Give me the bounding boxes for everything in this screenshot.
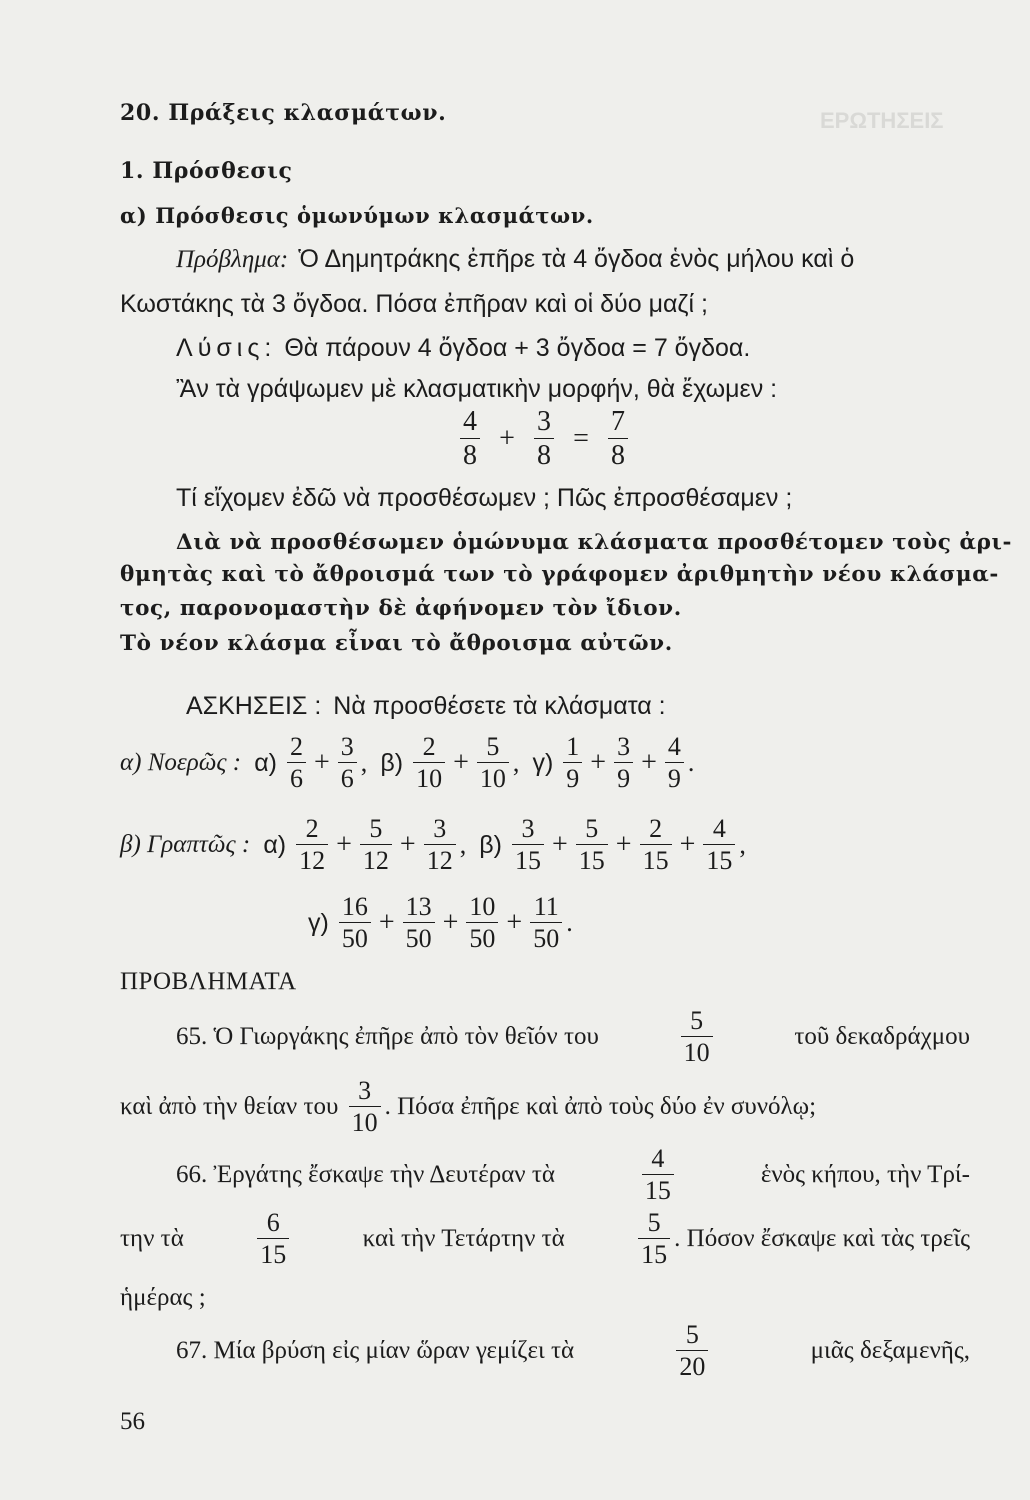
mental-exercise-b-fraction: $\frac{5}{10}$ bbox=[477, 734, 509, 792]
mental-exercise-c-plus: + bbox=[590, 747, 607, 778]
page-number: 56 bbox=[120, 1408, 145, 1435]
fraction-c: $\frac{7}{8}$ bbox=[608, 408, 628, 470]
mental-exercise-b-punctuation: , bbox=[512, 748, 520, 777]
problem-line-1 bbox=[120, 245, 970, 274]
exercises-instruction: Νὰ προσθέσετε τὰ κλάσματα : bbox=[333, 692, 666, 720]
problem-67-text-1: 67. Μία βρύση εἰς μίαν ὥραν γεμίζει τὰ bbox=[176, 1337, 575, 1364]
written-exercise-c-plus: + bbox=[442, 907, 459, 938]
problem-65-line-2 bbox=[120, 1078, 970, 1136]
written-exercise-b-plus: + bbox=[615, 829, 632, 860]
mental-exercise-a-plus: + bbox=[313, 747, 330, 778]
solution-question: Τί εἴχομεν ἐδῶ νὰ προσθέσωμεν ; Πῶς ἐπροσθέσαμεν ; bbox=[176, 484, 793, 512]
written-exercise-a-fraction: $\frac{3}{12}$ bbox=[424, 816, 456, 874]
written-exercise-b-fraction: $\frac{5}{15}$ bbox=[576, 816, 608, 874]
section-title: 20. Πράξεις κλασμάτων. bbox=[120, 100, 447, 126]
written-exercise-c-label: γ) bbox=[308, 908, 329, 937]
solution-line-2: Ἂν τὰ γράψωμεν μὲ κλασματικὴν μορφήν, θὰ ἔχωμεν : bbox=[176, 375, 778, 403]
written-exercise-a-fraction: $\frac{5}{12}$ bbox=[360, 816, 392, 874]
equals-sign: = bbox=[573, 423, 589, 454]
written-exercise-b-fraction: $\frac{4}{15}$ bbox=[703, 816, 735, 874]
mental-exercise-c bbox=[532, 732, 702, 793]
written-exercise-c-punctuation: . bbox=[566, 908, 573, 937]
written-exercise-b-fraction: $\frac{2}{15}$ bbox=[640, 816, 672, 874]
problem-66-fraction-3: $\frac{5}{15}$ bbox=[638, 1210, 670, 1268]
written-exercise-a-plus: + bbox=[336, 829, 352, 860]
problem-66-fraction-1: $\frac{4}{15}$ bbox=[642, 1146, 674, 1204]
problem-65-text-3: καὶ ἀπὸ τὴν θείαν του bbox=[120, 1093, 339, 1120]
written-exercise-c-fraction: $\frac{10}{50}$ bbox=[466, 894, 498, 952]
fraction-equation bbox=[450, 408, 1030, 470]
problem-67-line-1 bbox=[176, 1322, 970, 1380]
problem-66-text-1: 66. Ἐργάτης ἔσκαψε τὴν Δευτέραν τὰ bbox=[176, 1161, 556, 1188]
solution-line bbox=[120, 334, 970, 363]
problem-66-text-5: . Πόσον ἔσκαψε καὶ τὰς τρεῖς bbox=[674, 1225, 970, 1252]
written-exercise-c-fraction: $\frac{16}{50}$ bbox=[339, 894, 371, 952]
mental-exercise-b bbox=[380, 732, 527, 793]
fraction-b: $\frac{3}{8}$ bbox=[534, 408, 554, 470]
rule-line-3: τος, παρονομαστὴν δὲ ἀφήνομεν τὸν ἴδιον. bbox=[120, 596, 682, 621]
mental-exercise-a-punctuation: , bbox=[360, 748, 368, 777]
written-exercise-a-fraction: $\frac{2}{12}$ bbox=[296, 816, 328, 874]
rule-line-2: θμητὰς καὶ τὸ ἄθροισμά των τὸ γράφομεν ἀριθμητὴν νέου κλάσμα- bbox=[120, 562, 999, 587]
mental-exercise-c-fraction: $\frac{3}{9}$ bbox=[614, 734, 633, 792]
problem-65-text-1: 65. Ὁ Γιωργάκης ἐπῆρε ἀπὸ τὸν θεῖόν του bbox=[176, 1023, 599, 1050]
problem-label: Πρόβλημα: bbox=[176, 246, 289, 273]
mental-exercise-c-punctuation: . bbox=[687, 748, 695, 777]
problem-65-fraction-2: $\frac{3}{10}$ bbox=[349, 1078, 381, 1136]
mental-exercise-b-fraction: $\frac{2}{10}$ bbox=[413, 734, 445, 792]
problem-65-text-2: τοῦ δεκαδράχμου bbox=[794, 1023, 970, 1050]
written-label: β) Γραπτῶς : bbox=[120, 831, 251, 858]
mental-exercise-c-fraction: $\frac{1}{9}$ bbox=[563, 734, 582, 792]
fraction-a: $\frac{4}{8}$ bbox=[460, 408, 480, 470]
mental-exercise-c-plus: + bbox=[641, 747, 657, 778]
written-exercise-b-plus: + bbox=[552, 829, 568, 860]
written-exercise-c bbox=[308, 892, 581, 953]
written-exercise-a-punctuation: , bbox=[459, 830, 467, 859]
written-exercise-c-fraction: $\frac{11}{50}$ bbox=[530, 894, 562, 952]
solution-label: Λύσις: bbox=[176, 334, 277, 362]
written-exercise-a-label: α) bbox=[263, 830, 287, 859]
problem-line-2: Κωστάκης τὰ 3 ὄγδοα. Πόσα ἐπῆραν καὶ οἱ δύο μαζί ; bbox=[120, 290, 708, 318]
written-exercise-c-fraction: $\frac{13}{50}$ bbox=[403, 894, 435, 952]
plus-sign: + bbox=[499, 423, 515, 454]
problem-66-text-3: την τὰ bbox=[120, 1225, 184, 1252]
written-exercise-b-plus: + bbox=[679, 829, 696, 860]
mental-exercise-a-fraction: $\frac{3}{6}$ bbox=[338, 734, 357, 792]
written-exercise-c-plus: + bbox=[506, 907, 523, 938]
written-exercise-b-label: β) bbox=[479, 830, 502, 859]
written-exercise-b bbox=[479, 814, 754, 875]
subsection-title: 1. Πρόσθεσις bbox=[120, 158, 293, 184]
rule-line-4: Τὸ νέον κλάσμα εἶναι τὸ ἄθροισμα αὐτῶν. bbox=[120, 631, 673, 656]
problem-66-text-4: καὶ τὴν Τετάρτην τὰ bbox=[362, 1225, 565, 1252]
problem-66-line-3: ἡμέρας ; bbox=[120, 1284, 206, 1311]
written-exercise-c-plus: + bbox=[378, 907, 395, 938]
mental-label: α) Νοερῶς : bbox=[120, 749, 242, 776]
mental-exercise-c-label: γ) bbox=[532, 748, 554, 777]
written-exercise-b-fraction: $\frac{3}{15}$ bbox=[512, 816, 544, 874]
written-exercises bbox=[120, 816, 970, 874]
problem-text-1: Ὁ Δημητράκης ἐπῆρε τὰ 4 ὄγδοα ἑνὸς μήλου καὶ ὁ bbox=[298, 245, 855, 273]
mental-exercise-a-label: α) bbox=[254, 748, 277, 777]
written-exercise-a-plus: + bbox=[399, 829, 416, 860]
mental-exercise-b-label: β) bbox=[380, 748, 404, 777]
mental-exercise-a-fraction: $\frac{2}{6}$ bbox=[287, 734, 306, 792]
problem-67-fraction-1: $\frac{5}{20}$ bbox=[676, 1322, 708, 1380]
problem-66-line-2 bbox=[120, 1210, 970, 1268]
written-exercise-b-punctuation: , bbox=[739, 830, 746, 859]
written-exercise-a bbox=[263, 814, 474, 875]
written-exercises-c bbox=[308, 894, 1030, 952]
subsubsection-title: α) Πρόσθεσις ὁμωνύμων κλασμάτων. bbox=[120, 203, 594, 228]
problems-heading: ΠΡΟΒΛΗΜΑΤΑ bbox=[120, 968, 297, 995]
mental-exercise-b-plus: + bbox=[453, 747, 469, 778]
problem-65-text-4: . Πόσα ἐπῆρε καὶ ἀπὸ τοὺς δύο ἐν συνόλῳ; bbox=[384, 1093, 817, 1120]
problem-66-text-2: ἑνὸς κήπου, τὴν Τρί- bbox=[760, 1161, 970, 1188]
problem-65-line-1 bbox=[176, 1008, 970, 1066]
mental-exercise-a bbox=[254, 732, 375, 793]
solution-text: Θὰ πάρουν 4 ὄγδοα + 3 ὄγδοα = 7 ὄγδοα. bbox=[284, 334, 751, 362]
exercises-heading: ΑΣΚΗΣΕΙΣ : bbox=[186, 692, 322, 720]
problem-65-fraction-1: $\frac{5}{10}$ bbox=[681, 1008, 713, 1066]
exercises-heading-line bbox=[186, 692, 1030, 721]
problem-66-fraction-2: $\frac{6}{15}$ bbox=[257, 1210, 289, 1268]
problem-67-text-2: μιᾶς δεξαμενῆς, bbox=[810, 1337, 970, 1364]
mental-exercises bbox=[120, 734, 970, 792]
problem-66-line-1 bbox=[176, 1146, 970, 1204]
mental-exercise-c-fraction: $\frac{4}{9}$ bbox=[665, 734, 684, 792]
rule-line-1: Διὰ νὰ προσθέσωμεν ὁμώνυμα κλάσματα προσθέτομεν τοὺς ἀρι- bbox=[176, 530, 1013, 555]
bleed-through-text: ΕΡΩΤΗΣΕΙΣ bbox=[820, 108, 944, 133]
